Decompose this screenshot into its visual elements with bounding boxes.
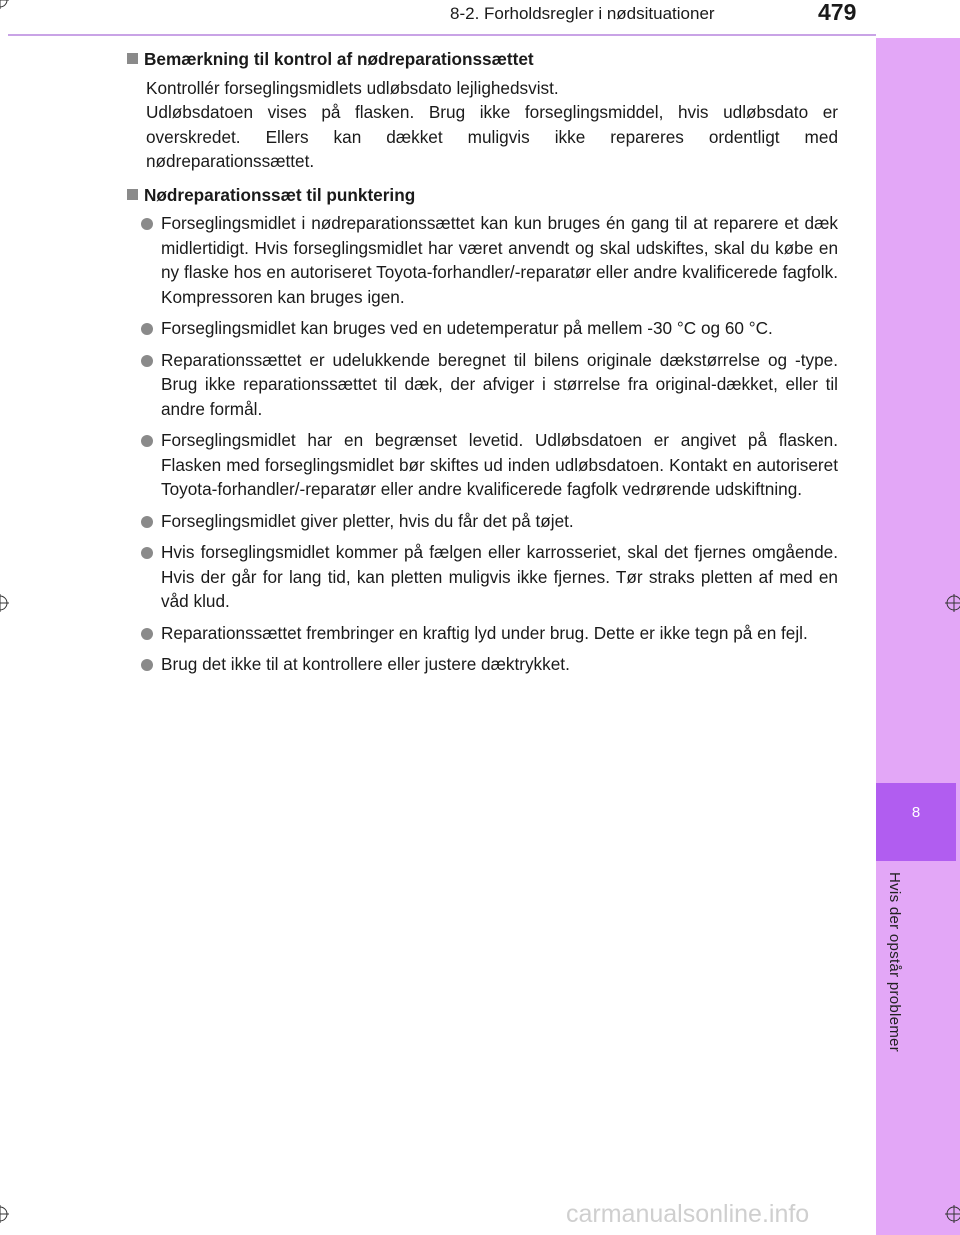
bullet-text: Forseglingsmidlet giver pletter, hvis du får det på tøjet. [161,510,574,531]
round-bullet-icon [141,355,153,367]
bullet-text: Forseglingsmidlet kan bruges ved en udetemperatur på mellem -30 °C og 60 °C. [161,318,773,338]
section-heading [124,47,838,72]
bullet-text: Brug det ikke til at kontrollere eller justere dæktrykket. [161,654,570,674]
bullet-text: Forseglingsmidlet har en begrænset levetid. Udløbsdatoen er angivet på flasken. Flasken med forseglingsmidlet bør skiftes ud inden udløbsdatoen. Kontakt en autoriseret Toyota-forhandler/-reparatør eller andre kvalificerede fagfolk vedrørende udskiftning. [161,430,838,499]
bullet-item [124,509,838,534]
round-bullet-icon [141,218,153,230]
square-bullet-icon [127,189,138,200]
section-puncture-kit [124,183,838,677]
bullet-text: Hvis forseglingsmidlet kommer på fælgen eller karrosseriet, skal det fjernes omgående. Hvis der går for lang tid, kan pletten muligvis ikke fjernes. Tør straks pletten af med en våd klud. [161,542,838,611]
round-bullet-icon [141,547,153,559]
section-check-note [124,47,838,174]
bullet-item [124,540,838,614]
crop-mark-icon [945,1205,960,1223]
crop-mark-icon [0,1205,9,1223]
bullet-item [124,348,838,422]
bullet-item [124,621,838,646]
bullet-item [124,652,838,677]
bullet-text: Reparationssættet er udelukkende beregnet til bilens originale dækstørrelse og -type. Brug ikke reparationssættet til dæk, der afviger i størrelse fra original-dækket, eller til andre formål. [161,349,838,419]
crop-mark-icon [945,594,960,612]
bullet-text: Reparationssættet frembringer en kraftig lyd under brug. Dette er ikke tegn på en fejl. [161,622,808,643]
chapter-number-tab: 8 [876,783,956,861]
round-bullet-icon [141,628,153,640]
round-bullet-icon [141,516,153,528]
section-heading [124,183,838,208]
paragraph: Udløbsdatoen vises på flasken. Brug ikke forseglingsmiddel, hvis udløbsdato er overskredet. Ellers kan dækket muligvis ikke repareres ordentligt med nødreparationssættet. [146,102,838,171]
crop-mark-icon [0,594,9,612]
page-number: 479 [818,0,857,25]
bullet-item [124,211,838,309]
round-bullet-icon [141,659,153,671]
watermark: carmanualsonline.info [566,1200,810,1228]
header-rule [8,34,876,36]
chapter-title: Hvis der opstår problemer [886,872,903,1053]
chapter-side-tab [876,38,960,1235]
bullet-text: Forseglingsmidlet i nødreparationssættet kan kun bruges én gang til at reparere et dæk midlertidigt. Hvis forseglingsmidlet har været anvendt og skal udskiftes, skal du købe en ny flaske hos en autoriseret Toyota-forhandler/-reparatør eller andre kvalificerede fagfolk. Kompressoren kan bruges igen. [161,213,838,307]
round-bullet-icon [141,323,153,335]
bullet-item [124,428,838,502]
page-content [124,47,838,686]
bullet-item [124,316,838,341]
section-heading-text: Nødreparationssæt til punktering [144,184,416,205]
paragraph: Kontrollér forseglingsmidlets udløbsdato lejlighedsvist. [146,77,559,98]
crop-mark-icon [0,0,9,9]
round-bullet-icon [141,435,153,447]
section-title: 8-2. Forholdsregler i nødsituationer [450,4,715,23]
section-heading-text: Bemærkning til kontrol af nødreparationssættet [144,49,534,69]
square-bullet-icon [127,53,138,64]
